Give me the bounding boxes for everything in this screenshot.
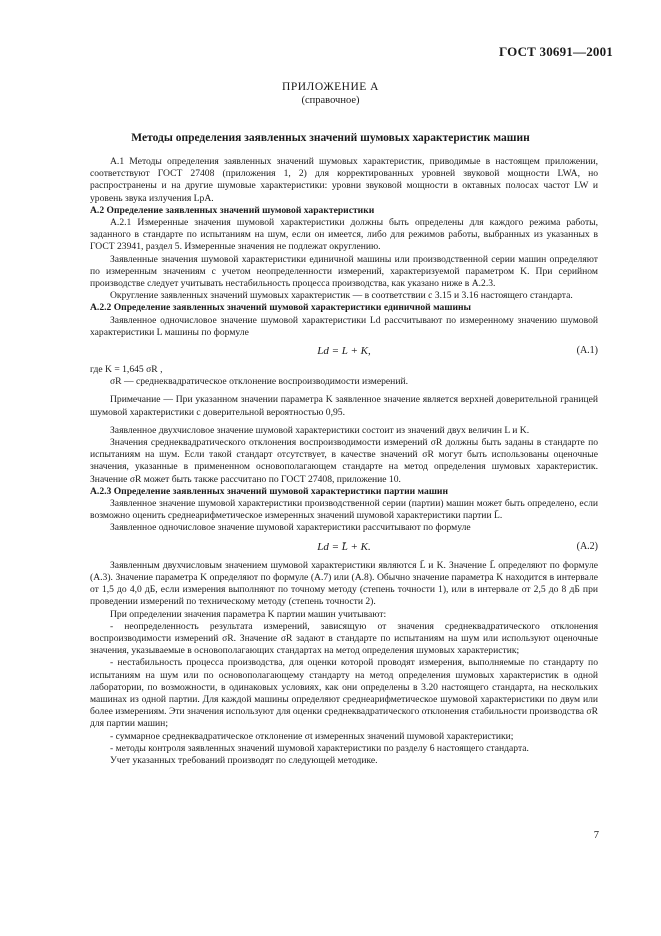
subsection-heading-text: А.2 Определение заявленных значений шумовой характеристики	[90, 204, 375, 216]
paragraph: Учет указанных требований производят по следующей методике.	[110, 754, 378, 766]
paragraph: А.1 Методы определения заявленных значений шумовых характеристик, приводимые в настоящем приложении, соответствуют ГОСТ 27408 (приложения 1, 2) для корректированных уровней звуковой мощности LWA, но распространены и на другие шумовые характеристики: уровни звуковой мощности в октавных полосах частот LW и уровень звука излучения LpA.	[90, 156, 598, 204]
paragraph: Значения среднеквадратического отклонения воспроизводимости измерений σR должны быть заданы в стандарте по испытаниям на шум. Если такой стандарт отсутствует, в качестве значений σR могут быть использованы оценочные значения, указанные в примененном основополагающем стандарте на метод определения шумовых характеристик. Значение σR может быть также рассчитано по ГОСТ 27408, приложение 10.	[90, 437, 598, 485]
appendix-title: ПРИЛОЖЕНИЕ А	[282, 81, 379, 93]
paragraph: При определении значения параметра K партии машин учитывают:	[110, 608, 387, 620]
formula-a1	[90, 342, 598, 362]
appendix-subtitle: (справочное)	[301, 95, 360, 106]
list-item: - нестабильность процесса производства, для оценки которой проводят измерения, выполняемые по стандарту по испытаниям на шум или по основополагающему стандарту на метод определения шумовых характеристик в одной лаборатории, по возможности, в одинаковых условиях, как они определены в 3.20 настоящего стандарта, на нескольких машинах из одной партии. Для каждой машины определяют среднеарифметическое шумовой характеристики по двум или более измерениям. Эти значения используют для оценки среднеквадратического отклонения стабильности производства σR для партии машин;	[90, 657, 598, 730]
page-number: 7	[593, 830, 599, 841]
document-number: ГОСТ 30691—2001	[498, 44, 613, 59]
formula-a2	[90, 538, 598, 558]
subsection-heading: А.2.3 Определение заявленных значений шумовой характеристики партии машин	[90, 485, 448, 497]
formula-where: где K = 1,645 σR ,	[90, 364, 163, 376]
subsection-heading: А.2.2 Определение заявленных значений шумовой характеристики единичной машины	[90, 302, 471, 314]
paragraph: Заявленное двухчисловое значение шумовой характеристики состоит из значений двух величин L и K.	[110, 424, 530, 436]
list-item: - суммарное среднеквадратическое отклонение σt измеренных значений шумовой характеристики;	[110, 730, 514, 742]
paragraph: Округление заявленных значений шумовых характеристик — в соответствии с 3.15 и 3.16 настоящего стандарта.	[110, 290, 573, 302]
paragraph: Заявленным двухчисловым значением шумовой характеристики являются L̄ и K. Значение L̄ определяют по формуле (А.3). Значение параметра K определяют по формуле (А.7) или (А.8). Обычно значение параметра K находится в интервале от 1,5 до 4,0 дБ, если измерения выполняют по точному методу (степень точности 1), или в интервале от 2,5 до 8 дБ при проведении измерений по техническому методу (степень точности 2).	[90, 559, 598, 608]
paragraph: Заявленное значение шумовой характеристики производственной серии (партии) машин может быть определено, если возможно оценить среднеарифметическое измеренных значений шумовой характеристики партии L̄.	[90, 498, 598, 522]
formula-expression: Ld = L + K,	[317, 345, 371, 358]
list-item: - неопределенность результата измерений, зависящую от значения среднеквадратического отклонения воспроизводимости измерений σR. Значение σR задают в стандарте по испытаниям на шум или используют оценочные значения, указываемые в основополагающих стандартах на метод определения шумовых характеристик;	[90, 620, 598, 657]
formula-number: (А.2)	[576, 540, 598, 552]
section-heading: Методы определения заявленных значений шумовых характеристик машин	[131, 132, 530, 144]
paragraph: Заявленные значения шумовой характеристики единичной машины или производственной серии машин определяют по измеренным значениям с учетом неопределенности измерений, характеризуемой параметром K. При серийном производстве следует учитывать нестабильность процесса производства, как указано ниже в А.2.3.	[90, 253, 598, 290]
body-text	[90, 156, 598, 767]
subsection-heading	[90, 205, 598, 217]
paragraph: Заявленное одночисловое значение шумовой характеристики Ld рассчитывают по измеренному значению шумовой характеристики L машины по формуле	[90, 314, 598, 338]
paragraph: А.2.1 Измеренные значения шумовой характеристики должны быть определены для каждого режима работы, заданного в стандарте по испытаниям на шум, если он имеется, либо для режимов работы, выбранных из указанных в ГОСТ 23941, раздел 5. Измеренные значения не подлежат округлению.	[90, 217, 598, 253]
formula-expression: Ld = L̄ + K.	[317, 540, 371, 553]
note: Примечание — При указанном значении параметра K заявленное значение является верхней доверительной границей шумовой характеристики с доверительной вероятностью 0,95.	[90, 394, 598, 418]
paragraph: Заявленное одночисловое значение шумовой характеристики рассчитывают по формуле	[110, 522, 471, 534]
list-item: - методы контроля заявленных значений шумовой характеристики по разделу 6 настоящего стандарта.	[110, 742, 529, 754]
formula-number: (А.1)	[576, 345, 598, 357]
formula-where-definition: σR — среднеквадратическое отклонение воспроизводимости измерений.	[110, 376, 408, 388]
